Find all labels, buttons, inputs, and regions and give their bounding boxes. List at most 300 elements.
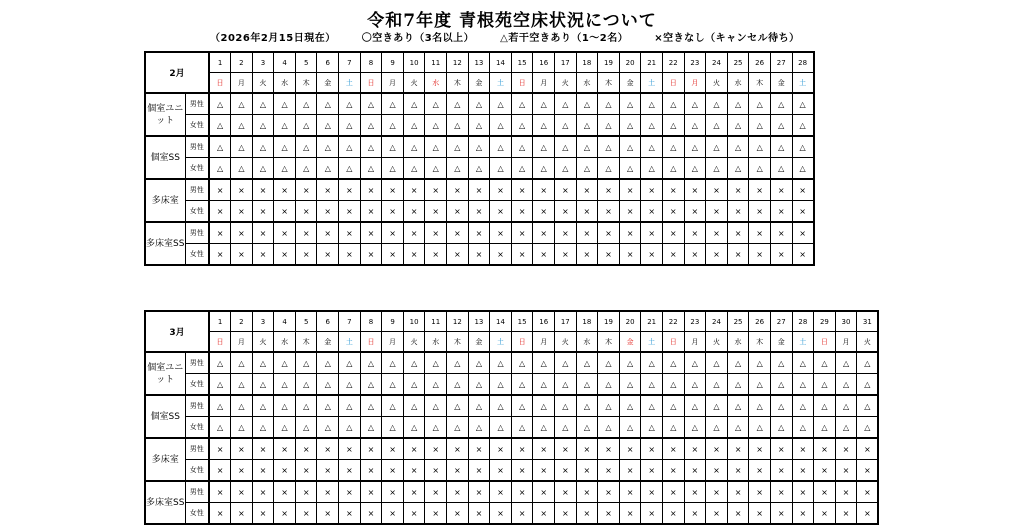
availability-mark: ×: [792, 222, 814, 244]
availability-mark: △: [727, 115, 749, 137]
availability-mark: ×: [533, 222, 555, 244]
availability-mark: ×: [684, 481, 706, 503]
availability-mark: ×: [555, 481, 577, 503]
availability-mark: ×: [684, 244, 706, 266]
availability-mark: ×: [706, 222, 728, 244]
availability-mark: △: [317, 115, 339, 137]
weekday: 水: [274, 73, 296, 94]
availability-mark: △: [339, 395, 361, 417]
availability-mark: ×: [533, 503, 555, 525]
weekday: 火: [555, 332, 577, 353]
availability-mark: △: [511, 417, 533, 439]
availability-mark: △: [792, 93, 814, 115]
availability-mark: ×: [598, 179, 620, 201]
availability-mark: △: [598, 158, 620, 180]
weekday: 火: [555, 73, 577, 94]
availability-mark: ×: [576, 179, 598, 201]
availability-mark: △: [770, 158, 792, 180]
availability-mark: △: [770, 136, 792, 158]
weekday: 日: [209, 332, 231, 353]
availability-mark: ×: [727, 438, 749, 460]
availability-mark: ×: [274, 481, 296, 503]
availability-mark: △: [490, 93, 512, 115]
availability-mark: △: [252, 93, 274, 115]
availability-mark: ×: [727, 222, 749, 244]
availability-mark: △: [231, 417, 253, 439]
gender-label: 女性: [185, 417, 209, 439]
availability-mark: △: [490, 395, 512, 417]
availability-mark: △: [231, 93, 253, 115]
availability-mark: ×: [641, 244, 663, 266]
availability-mark: ×: [576, 503, 598, 525]
day-number: 25: [727, 52, 749, 73]
availability-mark: △: [555, 417, 577, 439]
availability-mark: △: [511, 93, 533, 115]
availability-mark: ×: [662, 222, 684, 244]
availability-mark: ×: [274, 460, 296, 482]
availability-mark: ×: [490, 503, 512, 525]
availability-mark: △: [403, 136, 425, 158]
availability-mark: △: [209, 395, 231, 417]
availability-mark: △: [295, 136, 317, 158]
availability-mark: △: [749, 93, 771, 115]
room-category: 多床室SS: [145, 481, 185, 524]
availability-mark: ×: [468, 244, 490, 266]
availability-mark: ×: [727, 179, 749, 201]
availability-mark: ×: [684, 179, 706, 201]
availability-mark: ×: [706, 438, 728, 460]
availability-mark: ×: [209, 244, 231, 266]
availability-mark: ×: [749, 201, 771, 223]
availability-mark: ×: [447, 438, 469, 460]
availability-mark: ×: [403, 503, 425, 525]
availability-mark: ×: [619, 201, 641, 223]
availability-mark: △: [641, 417, 663, 439]
availability-mark: ×: [447, 244, 469, 266]
availability-mark: ×: [641, 481, 663, 503]
availability-mark: ×: [749, 481, 771, 503]
availability-mark: ×: [641, 222, 663, 244]
availability-mark: △: [231, 158, 253, 180]
availability-mark: △: [770, 374, 792, 396]
availability-mark: △: [252, 352, 274, 374]
availability-mark: ×: [447, 460, 469, 482]
availability-mark: △: [490, 374, 512, 396]
day-number: 13: [468, 311, 490, 332]
availability-mark: ×: [360, 201, 382, 223]
availability-mark: ×: [641, 201, 663, 223]
availability-mark: ×: [706, 503, 728, 525]
gender-label: 女性: [185, 244, 209, 266]
availability-mark: ×: [360, 438, 382, 460]
availability-mark: △: [641, 158, 663, 180]
availability-mark: ×: [511, 201, 533, 223]
availability-mark: ×: [231, 438, 253, 460]
gender-label: 女性: [185, 460, 209, 482]
availability-mark: △: [403, 395, 425, 417]
availability-mark: △: [274, 93, 296, 115]
availability-mark: △: [576, 417, 598, 439]
availability-mark: ×: [619, 179, 641, 201]
availability-mark: ×: [295, 179, 317, 201]
availability-mark: △: [641, 115, 663, 137]
availability-mark: ×: [382, 201, 404, 223]
day-number: 23: [684, 311, 706, 332]
availability-mark: ×: [274, 244, 296, 266]
availability-mark: ×: [749, 179, 771, 201]
availability-mark: ×: [727, 244, 749, 266]
weekday: 水: [425, 73, 447, 94]
availability-mark: △: [382, 93, 404, 115]
availability-mark: △: [360, 136, 382, 158]
day-number: 29: [814, 311, 836, 332]
day-number: 1: [209, 52, 231, 73]
day-number: 3: [252, 52, 274, 73]
availability-mark: ×: [274, 222, 296, 244]
day-number: 4: [274, 52, 296, 73]
availability-mark: △: [684, 417, 706, 439]
legend-none: ×空きなし（キャンセル待ち）: [654, 33, 800, 44]
availability-mark: △: [425, 395, 447, 417]
availability-mark: △: [339, 115, 361, 137]
availability-mark: ×: [598, 438, 620, 460]
availability-mark: ×: [706, 481, 728, 503]
availability-mark: △: [425, 352, 447, 374]
availability-mark: ×: [252, 244, 274, 266]
availability-mark: △: [317, 93, 339, 115]
availability-mark: ×: [468, 438, 490, 460]
availability-mark: ×: [770, 222, 792, 244]
weekday: 木: [295, 332, 317, 353]
availability-mark: △: [425, 417, 447, 439]
weekday: 火: [706, 73, 728, 94]
availability-mark: ×: [814, 481, 836, 503]
availability-mark: ×: [403, 244, 425, 266]
availability-mark: △: [252, 417, 274, 439]
availability-mark: ×: [598, 201, 620, 223]
availability-mark: ×: [209, 503, 231, 525]
availability-mark: △: [447, 93, 469, 115]
availability-mark: ×: [555, 244, 577, 266]
availability-mark: △: [468, 136, 490, 158]
availability-mark: △: [209, 115, 231, 137]
room-category: 個室SS: [145, 395, 185, 438]
availability-mark: △: [317, 374, 339, 396]
availability-mark: △: [490, 115, 512, 137]
availability-mark: △: [619, 352, 641, 374]
availability-mark: △: [684, 136, 706, 158]
day-number: 15: [511, 52, 533, 73]
availability-mark: ×: [339, 179, 361, 201]
gender-label: 男性: [185, 395, 209, 417]
availability-mark: △: [403, 158, 425, 180]
availability-mark: △: [662, 158, 684, 180]
availability-mark: △: [727, 417, 749, 439]
day-number: 18: [576, 311, 598, 332]
availability-mark: ×: [274, 503, 296, 525]
day-number: 24: [706, 52, 728, 73]
weekday: 土: [339, 332, 361, 353]
availability-mark: ×: [835, 438, 857, 460]
availability-mark: △: [360, 352, 382, 374]
availability-mark: △: [295, 395, 317, 417]
availability-mark: ×: [252, 179, 274, 201]
weekday: 日: [511, 332, 533, 353]
availability-mark: ×: [641, 503, 663, 525]
availability-mark: ×: [511, 503, 533, 525]
availability-mark: △: [662, 93, 684, 115]
availability-mark: △: [382, 158, 404, 180]
availability-mark: △: [555, 374, 577, 396]
availability-mark: △: [339, 417, 361, 439]
availability-mark: △: [274, 417, 296, 439]
day-number: 21: [641, 52, 663, 73]
day-number: 24: [706, 311, 728, 332]
availability-mark: ×: [792, 179, 814, 201]
availability-mark: △: [231, 374, 253, 396]
legend-available: 〇空きあり（3名以上）: [361, 33, 475, 44]
availability-mark: ×: [317, 503, 339, 525]
day-number: 18: [576, 52, 598, 73]
availability-mark: ×: [619, 438, 641, 460]
day-number: 9: [382, 52, 404, 73]
availability-mark: △: [727, 93, 749, 115]
availability-mark: △: [619, 93, 641, 115]
availability-mark: △: [814, 352, 836, 374]
day-number: 25: [727, 311, 749, 332]
availability-mark: △: [576, 374, 598, 396]
availability-mark: ×: [360, 244, 382, 266]
availability-mark: ×: [619, 503, 641, 525]
legend: [210, 29, 822, 44]
availability-mark: ×: [792, 438, 814, 460]
day-number: 13: [468, 52, 490, 73]
weekday: 月: [533, 73, 555, 94]
availability-mark: ×: [576, 460, 598, 482]
availability-mark: ×: [317, 179, 339, 201]
availability-mark: △: [490, 136, 512, 158]
availability-mark: ×: [749, 438, 771, 460]
availability-mark: △: [641, 93, 663, 115]
availability-mark: △: [684, 158, 706, 180]
day-number: 22: [662, 311, 684, 332]
availability-mark: ×: [814, 503, 836, 525]
gender-label: 男性: [185, 481, 209, 503]
weekday: 水: [576, 332, 598, 353]
day-number: 27: [770, 311, 792, 332]
availability-mark: △: [403, 352, 425, 374]
availability-mark: ×: [360, 503, 382, 525]
availability-mark: △: [533, 93, 555, 115]
availability-mark: ×: [770, 481, 792, 503]
availability-mark: △: [684, 395, 706, 417]
availability-mark: △: [231, 115, 253, 137]
day-number: 19: [598, 52, 620, 73]
availability-mark: △: [382, 395, 404, 417]
availability-mark: ×: [447, 179, 469, 201]
availability-mark: ×: [835, 503, 857, 525]
weekday: 月: [382, 73, 404, 94]
availability-mark: △: [447, 136, 469, 158]
availability-mark: ×: [382, 179, 404, 201]
availability-mark: ×: [360, 179, 382, 201]
availability-mark: △: [749, 136, 771, 158]
availability-mark: ×: [555, 438, 577, 460]
weekday: 月: [684, 332, 706, 353]
availability-mark: ×: [749, 503, 771, 525]
availability-mark: ×: [835, 481, 857, 503]
availability-mark: ×: [662, 460, 684, 482]
month-label: 2月: [145, 52, 209, 93]
availability-mark: △: [706, 374, 728, 396]
availability-mark: ×: [598, 222, 620, 244]
availability-mark: ×: [619, 481, 641, 503]
day-number: 9: [382, 311, 404, 332]
availability-mark: △: [770, 417, 792, 439]
day-number: 23: [684, 52, 706, 73]
weekday: 土: [339, 73, 361, 94]
day-number: 22: [662, 52, 684, 73]
availability-mark: ×: [533, 481, 555, 503]
availability-mark: ×: [447, 222, 469, 244]
availability-mark: ×: [555, 222, 577, 244]
availability-mark: ×: [339, 481, 361, 503]
availability-mark: △: [533, 352, 555, 374]
availability-mark: △: [209, 93, 231, 115]
room-category: 多床室: [145, 179, 185, 222]
availability-mark: ×: [511, 222, 533, 244]
availability-mark: △: [684, 352, 706, 374]
day-number: 8: [360, 52, 382, 73]
availability-mark: △: [662, 395, 684, 417]
availability-mark: △: [317, 417, 339, 439]
availability-mark: ×: [770, 179, 792, 201]
weekday: 木: [447, 73, 469, 94]
availability-mark: △: [425, 374, 447, 396]
availability-mark: △: [274, 395, 296, 417]
availability-mark: ×: [209, 201, 231, 223]
availability-mark: ×: [662, 438, 684, 460]
availability-mark: △: [317, 136, 339, 158]
availability-mark: △: [706, 352, 728, 374]
february-availability-table: [144, 51, 815, 266]
availability-mark: ×: [425, 222, 447, 244]
availability-mark: ×: [339, 244, 361, 266]
availability-mark: ×: [792, 481, 814, 503]
weekday: 水: [274, 332, 296, 353]
availability-mark: △: [576, 158, 598, 180]
availability-mark: △: [360, 158, 382, 180]
availability-mark: ×: [403, 222, 425, 244]
availability-mark: △: [619, 136, 641, 158]
availability-mark: △: [598, 417, 620, 439]
availability-mark: △: [533, 158, 555, 180]
availability-mark: △: [598, 115, 620, 137]
availability-mark: △: [792, 417, 814, 439]
availability-mark: ×: [231, 460, 253, 482]
weekday: 土: [490, 73, 512, 94]
weekday: 火: [403, 73, 425, 94]
availability-mark: △: [814, 395, 836, 417]
availability-mark: ×: [209, 481, 231, 503]
day-number: 30: [835, 311, 857, 332]
availability-mark: ×: [425, 481, 447, 503]
availability-mark: ×: [490, 460, 512, 482]
availability-mark: ×: [619, 460, 641, 482]
availability-mark: ×: [792, 244, 814, 266]
availability-mark: ×: [403, 460, 425, 482]
availability-mark: ×: [662, 201, 684, 223]
day-number: 10: [403, 311, 425, 332]
availability-mark: ×: [382, 503, 404, 525]
availability-mark: △: [425, 115, 447, 137]
availability-mark: △: [619, 158, 641, 180]
day-number: 21: [641, 311, 663, 332]
availability-mark: ×: [727, 201, 749, 223]
availability-mark: ×: [425, 179, 447, 201]
availability-mark: △: [490, 417, 512, 439]
availability-mark: △: [295, 417, 317, 439]
availability-mark: △: [857, 417, 879, 439]
day-number: 16: [533, 52, 555, 73]
availability-mark: ×: [706, 244, 728, 266]
day-number: 17: [555, 311, 577, 332]
gender-label: 女性: [185, 503, 209, 525]
availability-mark: ×: [403, 201, 425, 223]
availability-mark: △: [684, 93, 706, 115]
weekday: 火: [706, 332, 728, 353]
availability-mark: △: [555, 352, 577, 374]
availability-mark: ×: [684, 460, 706, 482]
availability-mark: ×: [662, 179, 684, 201]
availability-mark: △: [792, 158, 814, 180]
availability-mark: △: [360, 417, 382, 439]
availability-mark: △: [598, 352, 620, 374]
availability-mark: ×: [814, 438, 836, 460]
availability-mark: △: [382, 352, 404, 374]
availability-mark: ×: [317, 244, 339, 266]
availability-mark: ×: [533, 179, 555, 201]
availability-mark: ×: [792, 460, 814, 482]
availability-mark: △: [274, 374, 296, 396]
day-number: 11: [425, 52, 447, 73]
availability-mark: ×: [317, 481, 339, 503]
weekday: 月: [533, 332, 555, 353]
availability-mark: △: [403, 417, 425, 439]
availability-mark: △: [727, 136, 749, 158]
availability-mark: ×: [619, 244, 641, 266]
availability-mark: △: [339, 158, 361, 180]
availability-mark: △: [295, 93, 317, 115]
availability-mark: ×: [382, 481, 404, 503]
availability-mark: △: [533, 417, 555, 439]
availability-mark: ×: [684, 201, 706, 223]
availability-mark: △: [382, 136, 404, 158]
day-number: 28: [792, 52, 814, 73]
availability-mark: △: [706, 136, 728, 158]
availability-mark: △: [598, 395, 620, 417]
availability-mark: △: [727, 395, 749, 417]
weekday: 水: [576, 73, 598, 94]
availability-mark: △: [209, 352, 231, 374]
availability-mark: ×: [252, 503, 274, 525]
availability-mark: ×: [857, 460, 879, 482]
weekday: 日: [662, 73, 684, 94]
weekday: 木: [749, 73, 771, 94]
day-number: 7: [339, 52, 361, 73]
availability-mark: ×: [360, 481, 382, 503]
weekday: 水: [425, 332, 447, 353]
